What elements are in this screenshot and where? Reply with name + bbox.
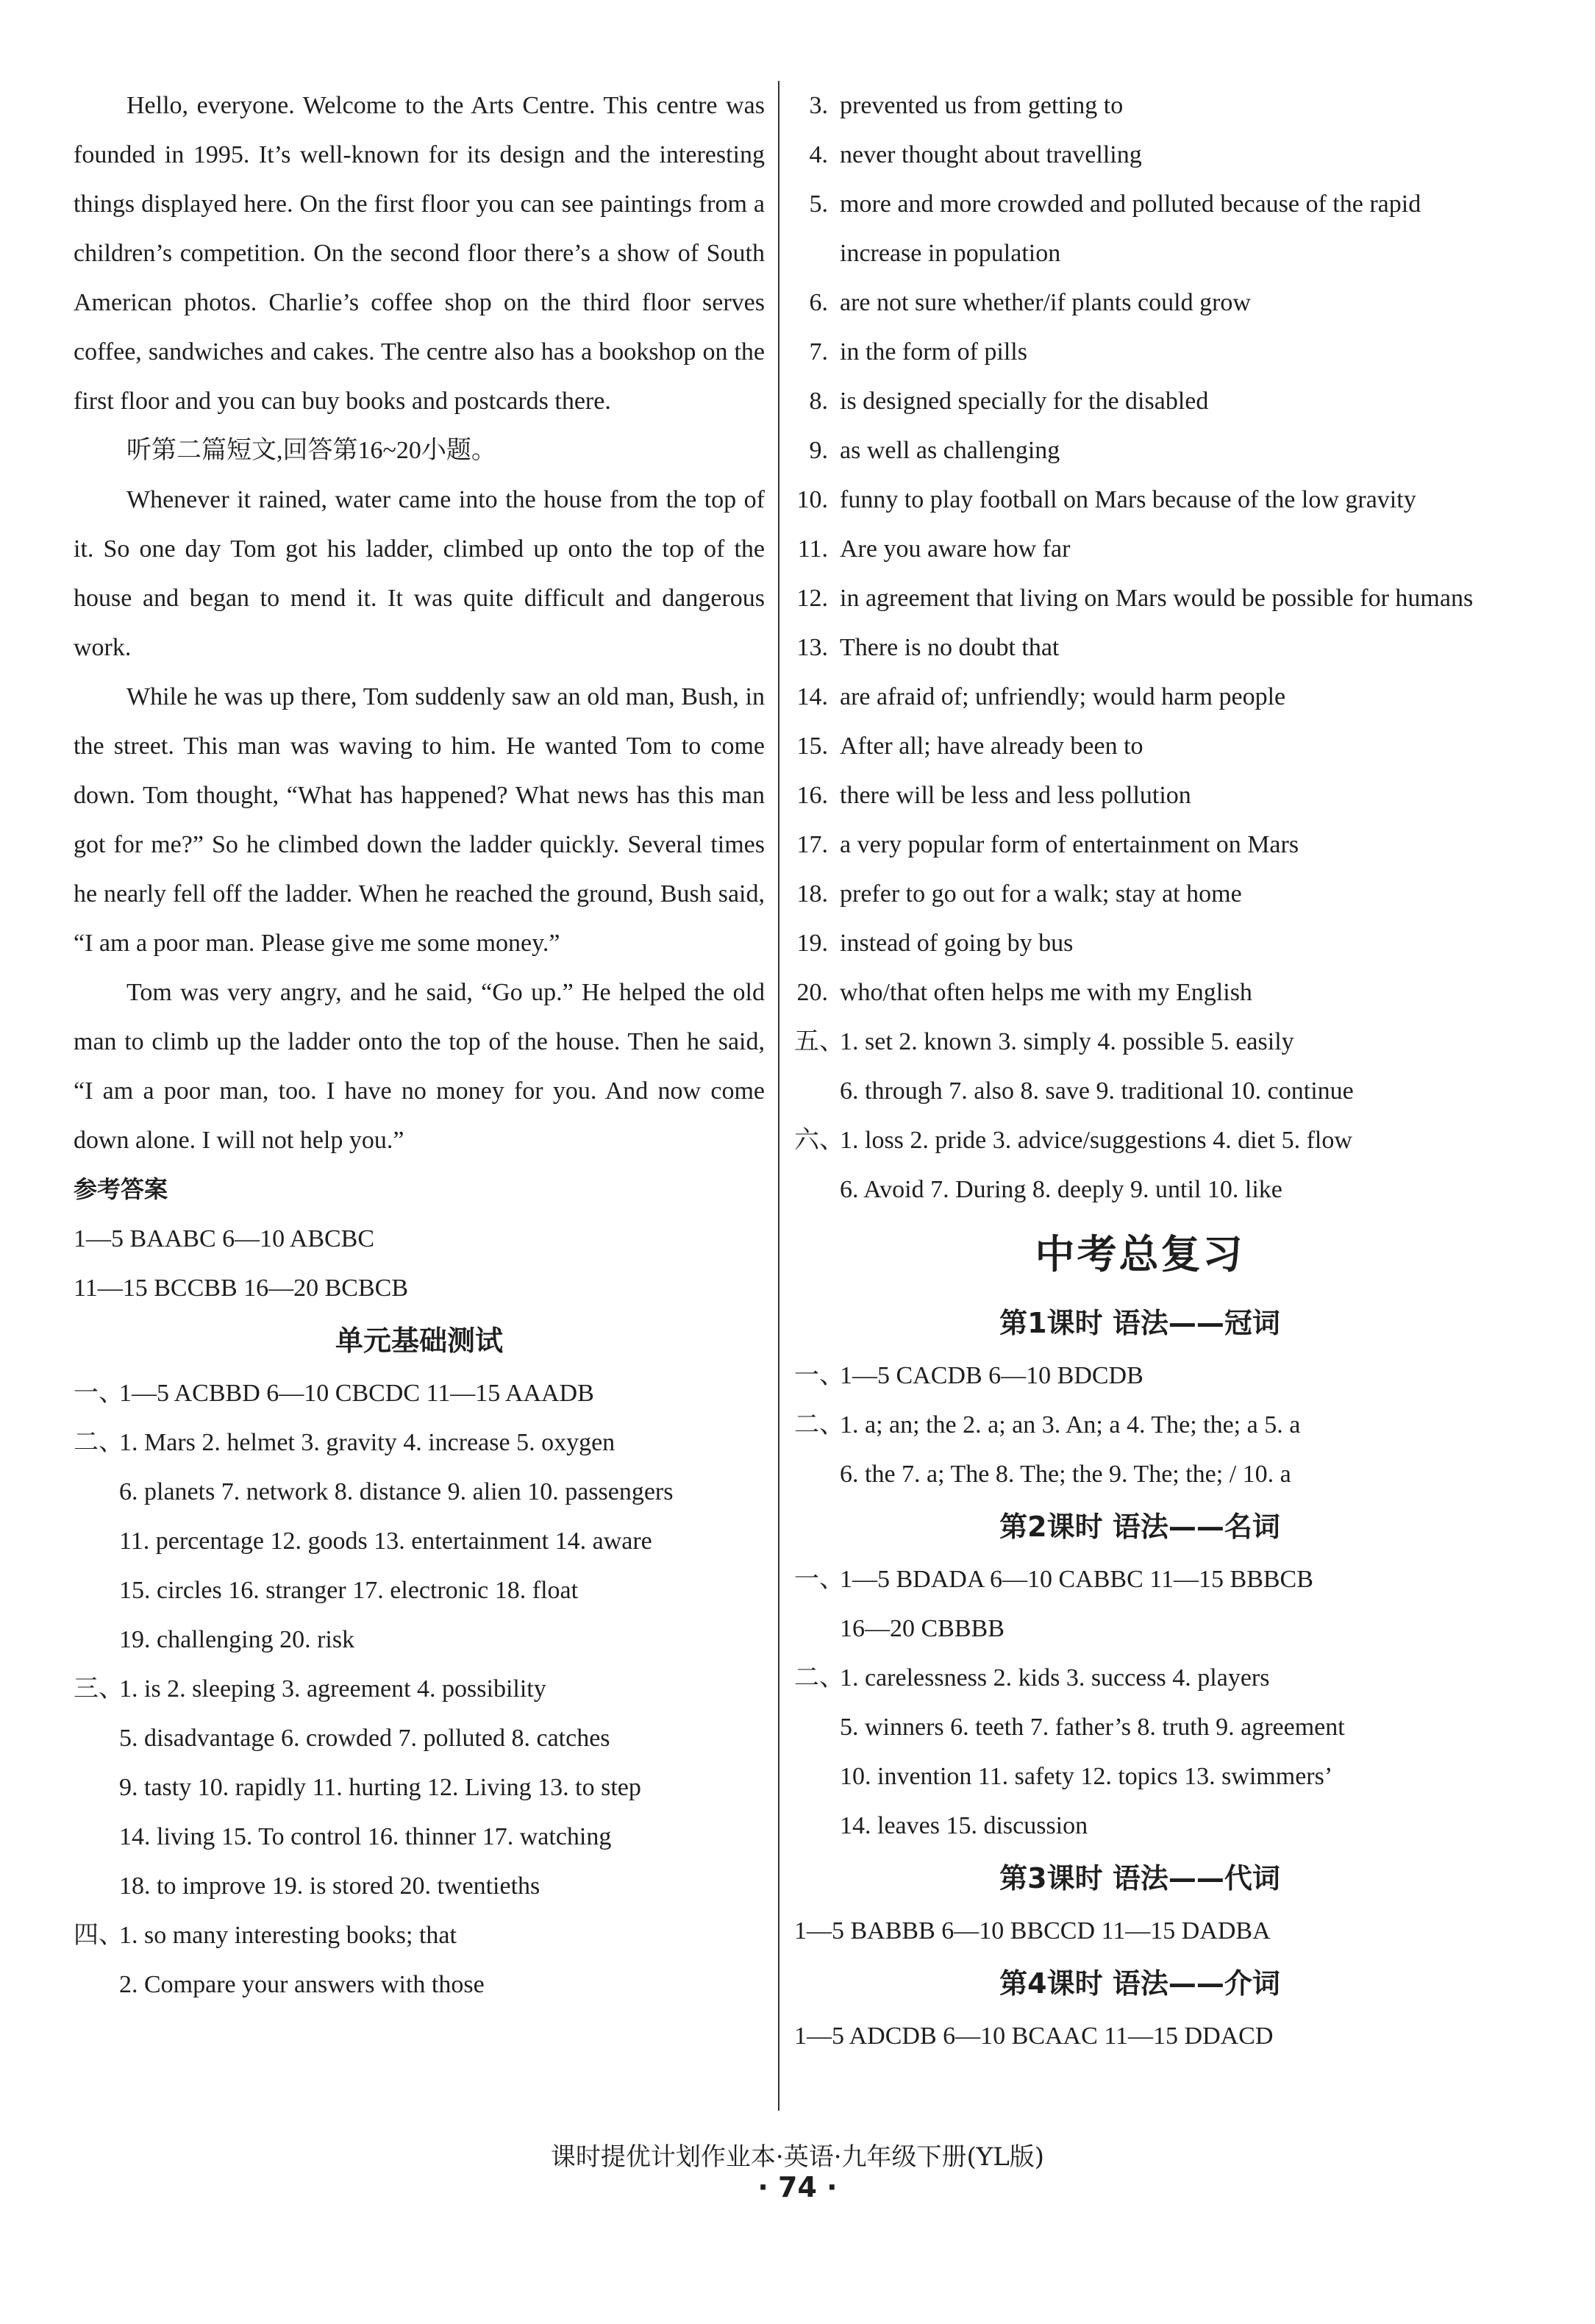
section-answers: 16—20 CBBBB bbox=[840, 1615, 1005, 1642]
answer-item-text: in the form of pills bbox=[840, 338, 1027, 366]
answer-item-text: who/that often helps me with my English bbox=[840, 979, 1252, 1006]
answer-item-text: a very popular form of entertainment on Mars bbox=[840, 831, 1299, 858]
answer-item bbox=[794, 475, 1485, 524]
answer-item-text: prevented us from getting to bbox=[840, 92, 1124, 119]
section-answers: 11. percentage 12. goods 13. entertainment 14. aware bbox=[119, 1528, 652, 1555]
passage-2-instruction: 听第二篇短文,回答第16~20小题。 bbox=[126, 437, 496, 464]
answer-item bbox=[794, 377, 1485, 426]
section-answers: 6. the 7. a; The 8. The; the 9. The; the; / 10. a bbox=[840, 1461, 1291, 1488]
section-answers: 1. set 2. known 3. simply 4. possible 5. easily bbox=[840, 1028, 1294, 1055]
section-answers: 15. circles 16. stranger 17. electronic 18. float bbox=[119, 1577, 579, 1604]
section-answers: 1. so many interesting books; that bbox=[119, 1922, 457, 1949]
answer-item-number: 18. bbox=[796, 880, 828, 908]
lesson-3-heading: 第3课时 语法——代词 bbox=[999, 1862, 1280, 1895]
answers-line-2: 11—15 BCCBB 16—20 BCBCB bbox=[74, 1275, 409, 1302]
answer-item-number: 9. bbox=[809, 437, 828, 464]
answer-item-number: 20. bbox=[796, 979, 828, 1006]
lesson-1-section-1 bbox=[794, 1351, 1485, 1400]
answer-item bbox=[794, 426, 1485, 475]
answer-item bbox=[794, 672, 1485, 721]
section-answers: 10. invention 11. safety 12. topics 13. swimmers’ bbox=[840, 1763, 1333, 1790]
section-4-items bbox=[794, 81, 1485, 1017]
footer-book-title: 课时提优计划作业本·英语·九年级下册(YL版) bbox=[550, 2142, 1045, 2172]
answer-item-text: funny to play football on Mars because of the low gravity bbox=[840, 486, 1416, 513]
answer-item-text: There is no doubt that bbox=[840, 634, 1060, 661]
answer-item bbox=[794, 968, 1485, 1017]
answer-item bbox=[794, 179, 1485, 278]
right-column bbox=[794, 81, 1485, 2061]
section-answers: 1. loss 2. pride 3. advice/suggestions 4. diet 5. flow bbox=[840, 1127, 1352, 1154]
lesson-3-answers: 1—5 BABBB 6—10 BBCCD 11—15 DADBA bbox=[794, 1917, 1271, 1945]
answer-item-number: 7. bbox=[809, 338, 828, 366]
section-answers: 18. to improve 19. is stored 20. twentieths bbox=[119, 1872, 540, 1900]
section-label: 三、 bbox=[74, 1675, 124, 1703]
section-answers: 6. through 7. also 8. save 9. traditional 10. continue bbox=[840, 1077, 1354, 1105]
answers-line-1: 1—5 BAABC 6—10 ABCBC bbox=[74, 1225, 375, 1252]
section-1 bbox=[74, 1369, 765, 1418]
lesson-2-section-2 bbox=[794, 1653, 1485, 1703]
review-heading: 中考总复习 bbox=[1035, 1231, 1245, 1277]
section-answers: 1. Mars 2. helmet 3. gravity 4. increase 5. oxygen bbox=[119, 1429, 615, 1456]
section-answers: 1—5 CACDB 6—10 BDCDB bbox=[840, 1362, 1143, 1389]
section-answers: 9. tasty 10. rapidly 11. hurting 12. Living 13. to step bbox=[119, 1774, 641, 1801]
section-label: 四、 bbox=[74, 1922, 124, 1949]
section-label: 二、 bbox=[794, 1411, 844, 1439]
section-label: 二、 bbox=[794, 1664, 844, 1692]
section-answers: 1. carelessness 2. kids 3. success 4. players bbox=[840, 1664, 1270, 1692]
answer-item bbox=[794, 771, 1485, 820]
answer-item-number: 13. bbox=[796, 634, 828, 661]
answer-item bbox=[794, 278, 1485, 327]
answer-item bbox=[794, 820, 1485, 869]
lesson-2-heading: 第2课时 语法——名词 bbox=[999, 1511, 1280, 1543]
passage-2-paragraph-1: Whenever it rained, water came into the house from the top of it. So one day Tom got his ladder, climbed up onto the top of the house and began to mend it. It was quite difficult and dangerous work. bbox=[74, 486, 765, 661]
answer-item-text: more and more crowded and polluted because of the rapid increase in population bbox=[840, 190, 1421, 267]
answer-item bbox=[794, 623, 1485, 672]
answer-item-text: instead of going by bus bbox=[840, 930, 1074, 957]
answer-item-text: are not sure whether/if plants could grow bbox=[840, 289, 1251, 316]
section-label: 一、 bbox=[74, 1380, 124, 1407]
section-4 bbox=[74, 1911, 765, 1960]
lesson-1-heading: 第1课时 语法——冠词 bbox=[999, 1307, 1280, 1339]
answer-item bbox=[794, 524, 1485, 574]
section-answers: 1—5 ACBBD 6—10 CBCDC 11—15 AAADB bbox=[119, 1380, 594, 1407]
section-3 bbox=[74, 1664, 765, 1714]
section-label: 五、 bbox=[794, 1028, 844, 1055]
answer-item-text: never thought about travelling bbox=[840, 141, 1142, 168]
answer-item-number: 8. bbox=[809, 388, 828, 415]
answer-item bbox=[794, 327, 1485, 377]
column-divider bbox=[778, 81, 779, 2111]
section-answers: 5. winners 6. teeth 7. father’s 8. truth 9. agreement bbox=[840, 1714, 1345, 1741]
answer-item-number: 5. bbox=[809, 190, 828, 218]
lesson-2-section-1 bbox=[794, 1555, 1485, 1604]
section-label: 一、 bbox=[794, 1566, 844, 1593]
answer-item-number: 3. bbox=[809, 92, 828, 119]
section-6 bbox=[794, 1116, 1485, 1165]
answer-item-number: 17. bbox=[796, 831, 828, 858]
section-answers: 6. Avoid 7. During 8. deeply 9. until 10. like bbox=[840, 1176, 1282, 1203]
section-answers: 6. planets 7. network 8. distance 9. alien 10. passengers bbox=[119, 1478, 674, 1505]
lesson-4-heading: 第4课时 语法——介词 bbox=[999, 1967, 1280, 2000]
section-answers: 1—5 BDADA 6—10 CABBC 11—15 BBBCB bbox=[840, 1566, 1313, 1593]
page-number: · 74 · bbox=[757, 2171, 838, 2203]
section-answers: 14. leaves 15. discussion bbox=[840, 1812, 1088, 1839]
section-label: 一、 bbox=[794, 1362, 844, 1389]
section-answers: 1. a; an; the 2. a; an 3. An; a 4. The; the; a 5. a bbox=[840, 1411, 1301, 1439]
section-answers: 5. disadvantage 6. crowded 7. polluted 8. catches bbox=[119, 1725, 610, 1752]
answer-item bbox=[794, 574, 1485, 623]
section-answers: 1. is 2. sleeping 3. agreement 4. possibility bbox=[119, 1675, 546, 1703]
section-label: 六、 bbox=[794, 1127, 844, 1154]
answer-item bbox=[794, 130, 1485, 179]
passage-2-paragraph-2: While he was up there, Tom suddenly saw an old man, Bush, in the street. This man was waving to him. He wanted Tom to come down. Tom thought, “What has happened? What news has this man got for me?” So he climbed down the ladder quickly. Several times he nearly fell off the ladder. When he reached the ground, Bush said, “I am a poor man. Please give me some money.” bbox=[74, 683, 765, 957]
answer-item-text: Are you aware how far bbox=[840, 535, 1071, 563]
section-answers: 2. Compare your answers with those bbox=[119, 1971, 485, 1998]
answer-item-number: 15. bbox=[796, 733, 828, 760]
answer-item-number: 16. bbox=[796, 782, 828, 809]
answer-item bbox=[794, 869, 1485, 919]
answer-item-text: there will be less and less pollution bbox=[840, 782, 1191, 809]
answer-item-number: 4. bbox=[809, 141, 828, 168]
answer-item-number: 11. bbox=[797, 535, 828, 563]
unit-test-heading: 单元基础测试 bbox=[335, 1325, 503, 1357]
answer-item-text: are afraid of; unfriendly; would harm people bbox=[840, 683, 1286, 710]
section-answers: 19. challenging 20. risk bbox=[119, 1626, 355, 1653]
answer-item bbox=[794, 919, 1485, 968]
passage-2-paragraph-3: Tom was very angry, and he said, “Go up.” He helped the old man to climb up the ladder onto the top of the house. Then he said, “I am a poor man, too. I have no money for you. And now come down alone. I will not help you.” bbox=[74, 979, 765, 1154]
section-5 bbox=[794, 1017, 1485, 1066]
answer-item-number: 10. bbox=[796, 486, 828, 513]
left-column bbox=[74, 81, 765, 2009]
answer-item bbox=[794, 721, 1485, 771]
answer-item bbox=[794, 81, 1485, 130]
passage-1: Hello, everyone. Welcome to the Arts Centre. This centre was founded in 1995. It’s well-known for its design and the interesting things displayed here. On the first floor you can see paintings from a children’s competition. On the second floor there’s a show of South American photos. Charlie’s coffee shop on the third floor serves coffee, sandwiches and cakes. The centre also has a bookshop on the first floor and you can buy books and postcards there. bbox=[74, 92, 765, 415]
section-2 bbox=[74, 1418, 765, 1467]
section-label: 二、 bbox=[74, 1429, 124, 1456]
answer-item-number: 19. bbox=[796, 930, 828, 957]
lesson-4-answers: 1—5 ADCDB 6—10 BCAAC 11—15 DDACD bbox=[794, 2022, 1274, 2050]
answers-label: 参考答案 bbox=[74, 1175, 168, 1203]
answer-item-text: is designed specially for the disabled bbox=[840, 388, 1209, 415]
answer-item-text: After all; have already been to bbox=[840, 733, 1143, 760]
answer-item-text: in agreement that living on Mars would be possible for humans bbox=[840, 585, 1474, 612]
answer-item-number: 14. bbox=[796, 683, 828, 710]
answer-item-number: 6. bbox=[809, 289, 828, 316]
answer-item-text: prefer to go out for a walk; stay at home bbox=[840, 880, 1242, 908]
answer-item-number: 12. bbox=[796, 585, 828, 612]
answer-item-text: as well as challenging bbox=[840, 437, 1060, 464]
lesson-1-section-2 bbox=[794, 1400, 1485, 1450]
section-answers: 14. living 15. To control 16. thinner 17. watching bbox=[119, 1823, 612, 1850]
